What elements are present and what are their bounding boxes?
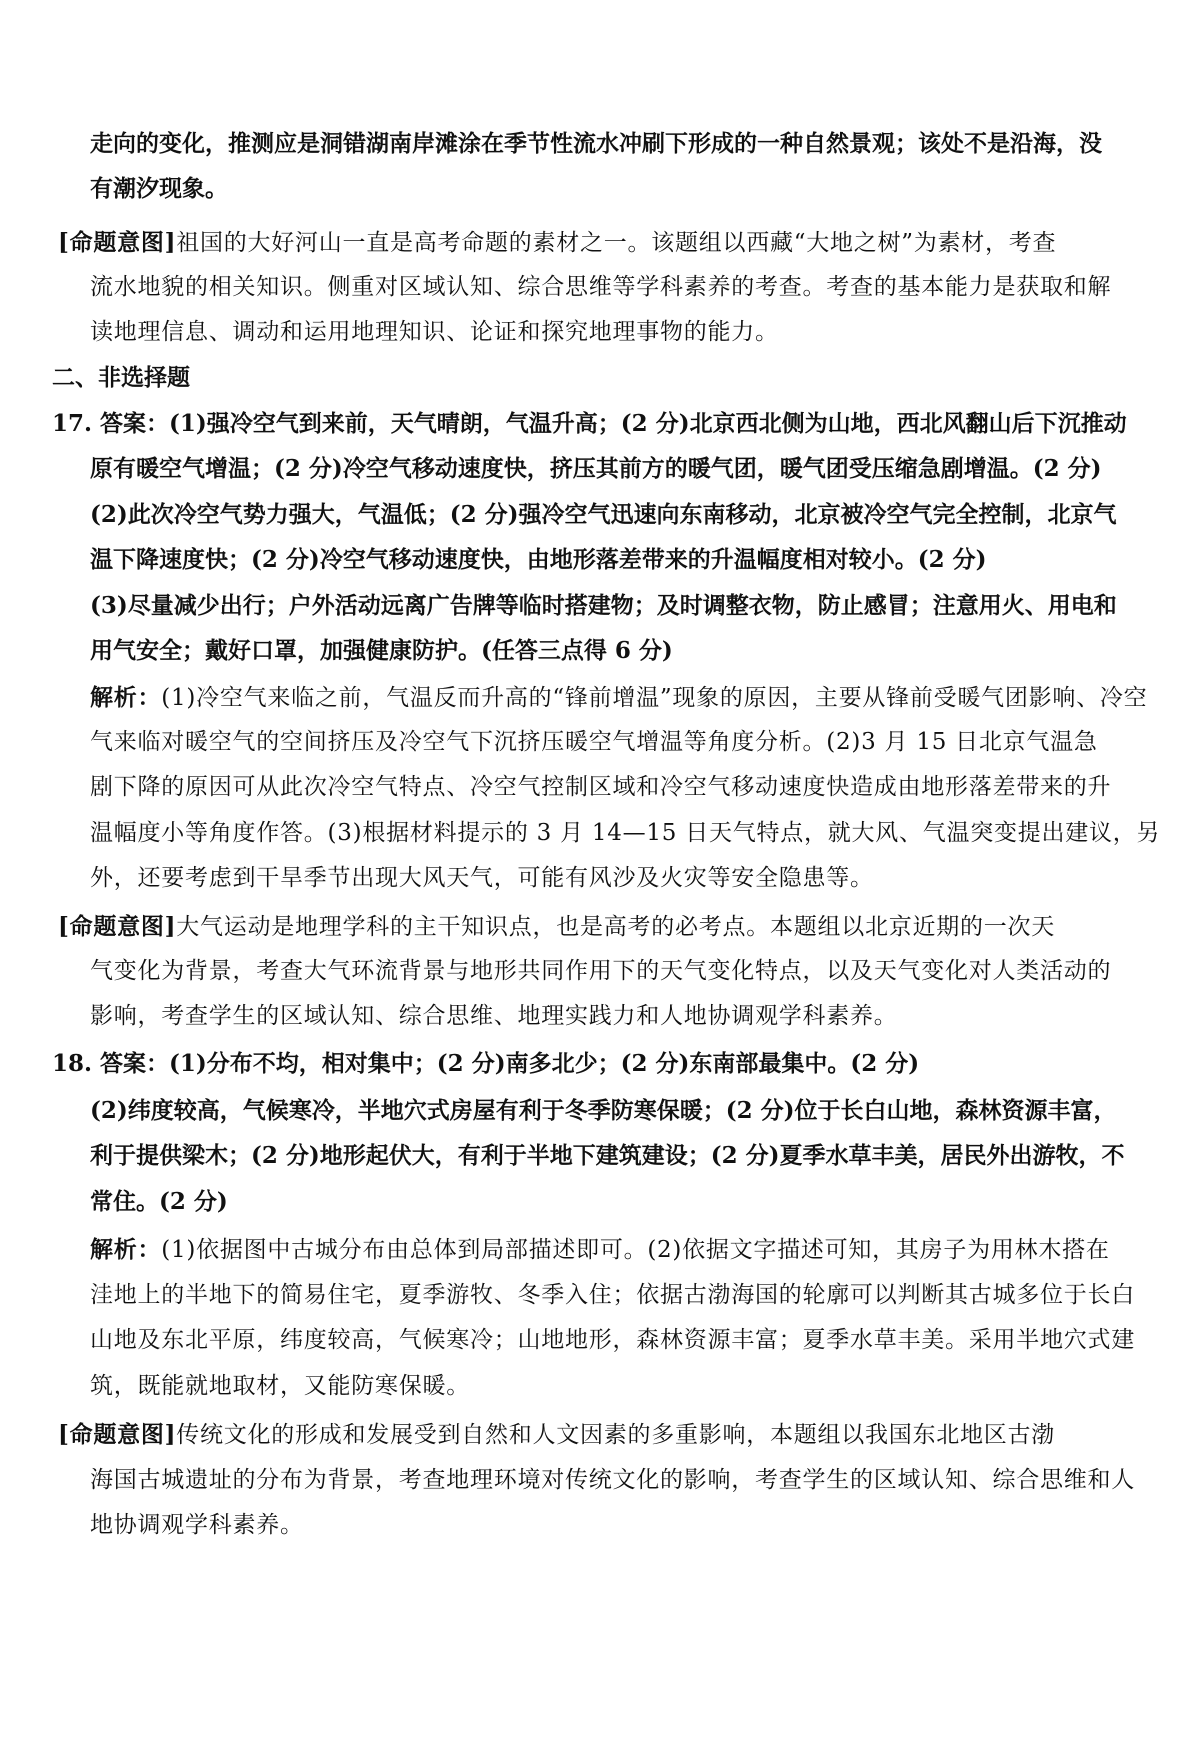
intent-label: [命题意图]: [58, 229, 177, 256]
q18-answer-line-2: (2)纬度较高，气候寒冷，半地穴式房屋有利于冬季防寒保暖；(2 分)位于长白山地，森林资源丰富，: [90, 1097, 1117, 1124]
q18-intent-line-3: 地协调观学科素养。: [90, 1512, 304, 1538]
q17-answer-line-4: 温下降速度快；(2 分)冷空气移动速度快，由地形落差带来的升温幅度相对较小。(2 分): [90, 546, 987, 573]
q17-intent-line-3: 影响，考查学生的区域认知、综合思维、地理实践力和人地协调观学科素养。: [90, 1003, 898, 1029]
q18-answer-line-4: 常住。(2 分): [90, 1188, 228, 1215]
q17-explanation-line-3: 剧下降的原因可从此次冷空气特点、冷空气控制区域和冷空气移动速度快造成由地形落差带来的升: [90, 774, 1112, 800]
q18-answer-line-3: 利于提供梁木；(2 分)地形起伏大，有利于半地下建筑建设；(2 分)夏季水草丰美，居民外出游牧，不: [90, 1142, 1125, 1169]
q18-answer-line-1: 18. 答案：(1)分布不均，相对集中；(2 分)南多北少；(2 分)东南部最集中。(2 分): [52, 1050, 920, 1077]
explanation-label: 解析：: [90, 684, 162, 711]
q17-intent-line-2: 气变化为背景，考查大气环流背景与地形共同作用下的天气变化特点，以及天气变化对人类活动的: [90, 958, 1112, 984]
question-number: 17. 答案：: [52, 410, 170, 437]
q17-answer-line-6: 用气安全；戴好口罩，加强健康防护。(任答三点得 6 分): [90, 637, 673, 664]
q18-intent-line-2: 海国古城遗址的分布为背景，考查地理环境对传统文化的影响，考查学生的区域认知、综合思维和人: [90, 1467, 1135, 1493]
q17-answer-line-5: (3)尽量减少出行；户外活动远离广告牌等临时搭建物；及时调整衣物，防止感冒；注意用火、用电和: [90, 592, 1117, 619]
q16-intent-line-1: [命题意图]祖国的大好河山一直是高考命题的素材之一。该题组以西藏“大地之树”为素材，考查: [58, 229, 1057, 256]
q18-explanation-line-2: 洼地上的半地下的简易住宅，夏季游牧、冬季入住；依据古渤海国的轮廓可以判断其古城多位于长白: [90, 1282, 1135, 1308]
q18-explanation-line-1: 解析：(1)依据图中古城分布由总体到局部描述即可。(2)依据文字描述可知，其房子为用林木搭在: [90, 1236, 1110, 1263]
explanation-label: 解析：: [90, 1236, 162, 1263]
q18-explanation-line-3: 山地及东北平原，纬度较高，气候寒冷；山地地形，森林资源丰富；夏季水草丰美。采用半地穴式建: [90, 1327, 1135, 1353]
q17-explanation-line-2: 气来临对暖空气的空间挤压及冷空气下沉挤压暖空气增温等角度分析。(2)3 月 15 日北京气温急: [90, 729, 1098, 755]
section-title: 二、非选择题: [52, 364, 190, 391]
q17-answer-line-2: 原有暖空气增温；(2 分)冷空气移动速度快，挤压其前方的暖气团，暖气团受压缩急剧增温。(2 分): [90, 455, 1102, 482]
q17-explanation-line-4: 温幅度小等角度作答。(3)根据材料提示的 3 月 14—15 日天气特点，就大风、气温突变提出建议，另: [90, 820, 1161, 846]
q17-intent-line-1: [命题意图]大气运动是地理学科的主干知识点，也是高考的必考点。本题组以北京近期的一次天: [58, 913, 1056, 940]
intro-line-2: 有潮汐现象。: [90, 175, 228, 202]
q17-explanation-line-1: 解析：(1)冷空气来临之前，气温反而升高的“锋前增温”现象的原因，主要从锋前受暖气团影响、冷空: [90, 684, 1148, 711]
q18-intent-line-1: [命题意图]传统文化的形成和发展受到自然和人文因素的多重影响，本题组以我国东北地区古渤: [58, 1421, 1056, 1448]
question-number: 18. 答案：: [52, 1050, 170, 1077]
intent-label: [命题意图]: [58, 1421, 177, 1448]
q17-explanation-line-5: 外，还要考虑到干旱季节出现大风天气，可能有风沙及火灾等安全隐患等。: [90, 865, 874, 891]
q18-explanation-line-4: 筑，既能就地取材，又能防寒保暖。: [90, 1373, 470, 1399]
q17-answer-line-1: 17. 答案：(1)强冷空气到来前，天气晴朗，气温升高；(2 分)北京西北侧为山地，西北风翻山后下沉推动: [52, 410, 1127, 437]
q16-intent-line-2: 流水地貌的相关知识。侧重对区域认知、综合思维等学科素养的考查。考查的基本能力是获取和解: [90, 274, 1112, 300]
intro-line-1: 走向的变化，推测应是洞错湖南岸滩涂在季节性流水冲刷下形成的一种自然景观；该处不是沿海，没: [90, 130, 1102, 157]
intent-label: [命题意图]: [58, 913, 177, 940]
q17-answer-line-3: (2)此次冷空气势力强大，气温低；(2 分)强冷空气迅速向东南移动，北京被冷空气完全控制，北京气: [90, 501, 1117, 528]
q16-intent-line-3: 读地理信息、调动和运用地理知识、论证和探究地理事物的能力。: [90, 319, 779, 345]
